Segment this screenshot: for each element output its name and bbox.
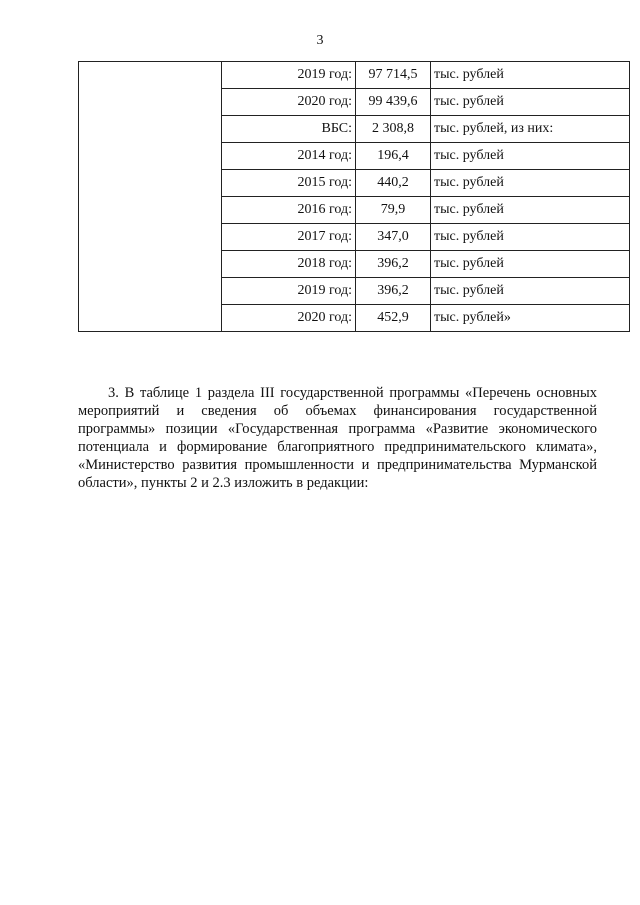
year-label: 2019 год:: [222, 62, 356, 89]
year-label: 2017 год:: [222, 224, 356, 251]
year-label: 2018 год:: [222, 251, 356, 278]
year-label: 2020 год:: [222, 305, 356, 332]
amount-value: 196,4: [356, 143, 431, 170]
unit-label: тыс. рублей: [431, 89, 630, 116]
amount-value: 440,2: [356, 170, 431, 197]
year-label: 2020 год:: [222, 89, 356, 116]
year-label: 2014 год:: [222, 143, 356, 170]
amount-value: 2 308,8: [356, 116, 431, 143]
unit-label: тыс. рублей»: [431, 305, 630, 332]
page-number: 3: [316, 33, 324, 48]
year-label: 2016 год:: [222, 197, 356, 224]
unit-label: тыс. рублей, из них:: [431, 116, 630, 143]
unit-label: тыс. рублей: [431, 197, 630, 224]
unit-label: тыс. рублей: [431, 278, 630, 305]
unit-label: тыс. рублей: [431, 170, 630, 197]
financing-table: [78, 61, 630, 332]
merged-left-cell: [79, 62, 222, 332]
amount-value: 347,0: [356, 224, 431, 251]
amount-value: 452,9: [356, 305, 431, 332]
amount-value: 99 439,6: [356, 89, 431, 116]
unit-label: тыс. рублей: [431, 62, 630, 89]
amount-value: 97 714,5: [356, 62, 431, 89]
amount-value: 79,9: [356, 197, 431, 224]
unit-label: тыс. рублей: [431, 143, 630, 170]
year-label: ВБС:: [222, 116, 356, 143]
year-label: 2019 год:: [222, 278, 356, 305]
unit-label: тыс. рублей: [431, 251, 630, 278]
unit-label: тыс. рублей: [431, 224, 630, 251]
amount-value: 396,2: [356, 278, 431, 305]
table-row: [79, 62, 630, 89]
amendment-paragraph: 3. В таблице 1 раздела III государственной программы «Перечень основных мероприятий и сведения об объемах финансирования государственной программы» позиции «Государственная программа «Развитие экономического потенциала и формирование благоприятного предпринимательского климата», «Министерство развития промышленности и предпринимательства Мурманской области», пункты 2 и 2.3 изложить в редакции:: [78, 384, 597, 491]
amount-value: 396,2: [356, 251, 431, 278]
year-label: 2015 год:: [222, 170, 356, 197]
